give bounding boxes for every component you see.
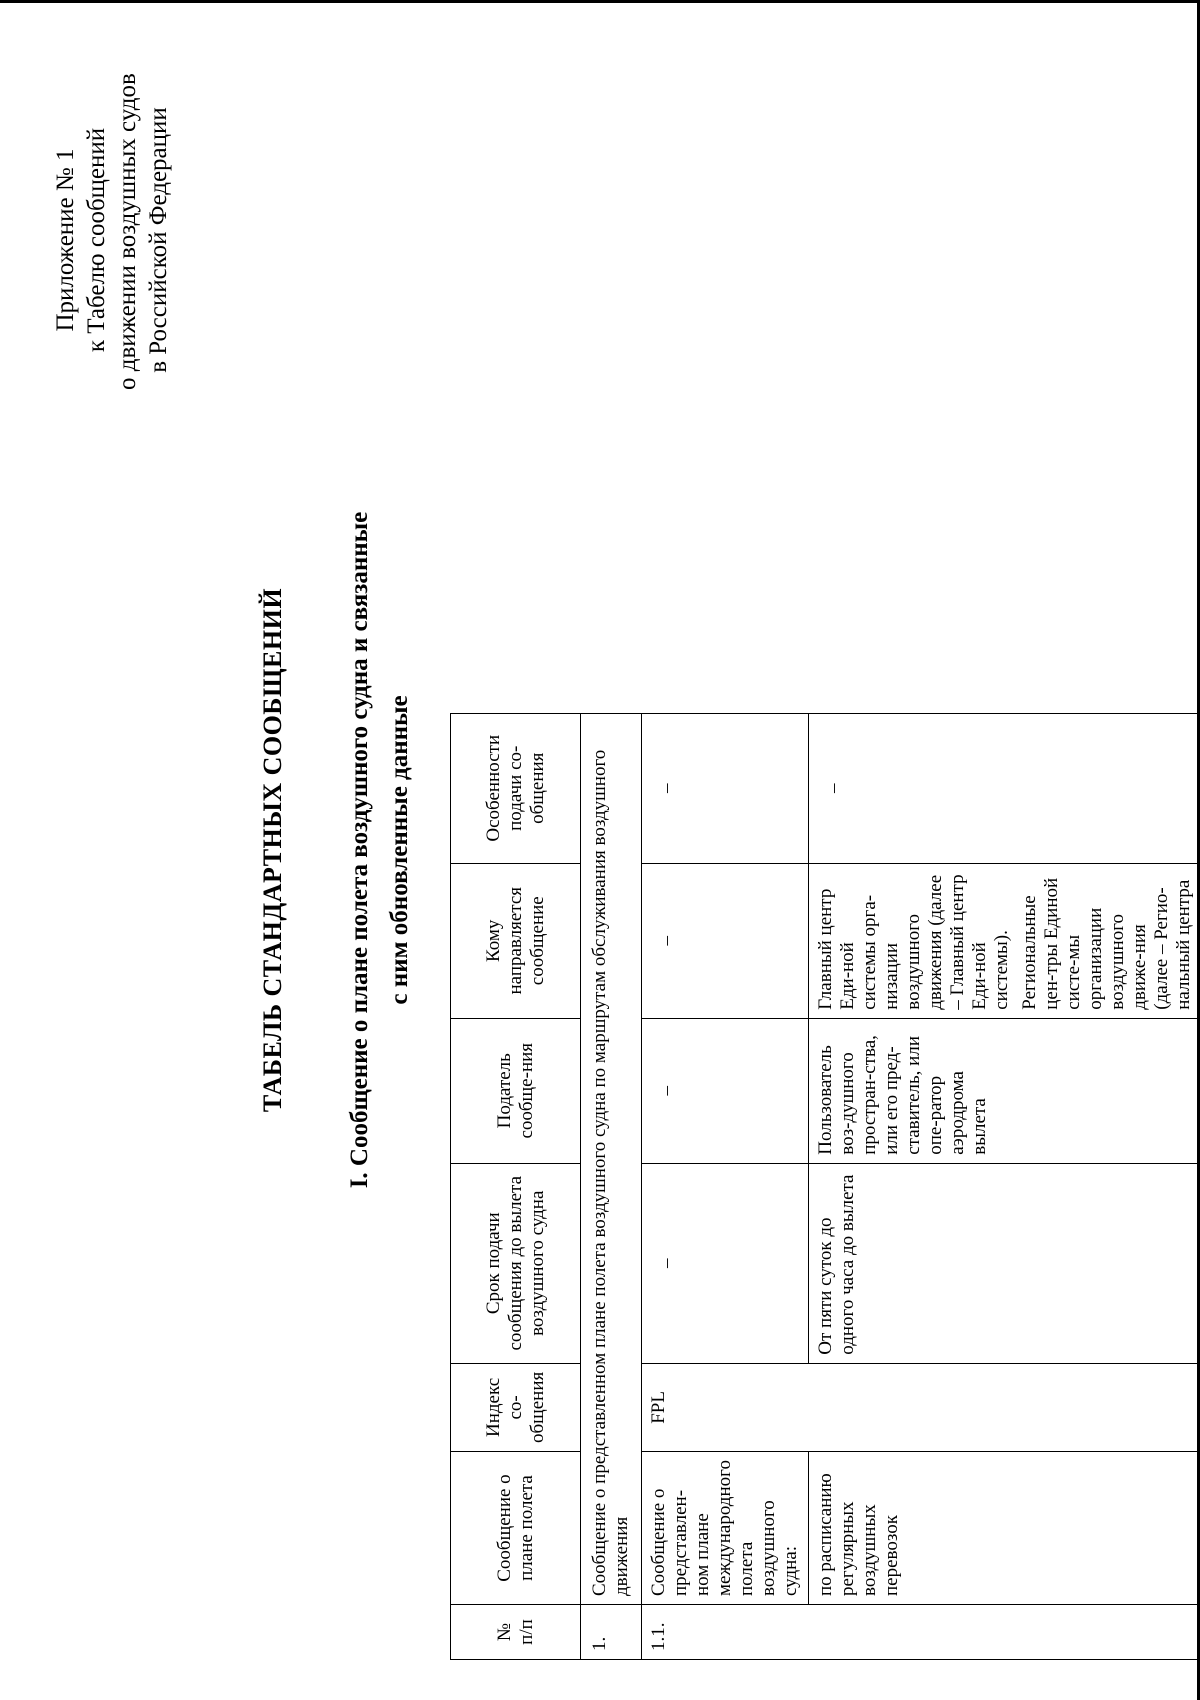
row11-recipient: – — [642, 863, 809, 1018]
section-title-line-1: I. Сообщение о плане полета воздушного судна и связанные — [346, 511, 373, 1189]
table-row — [809, 713, 1200, 1659]
row11a-message: по расписанию регулярных воздушных перевозок — [809, 1452, 1200, 1605]
header-features: Особенности подачи со-общения — [451, 713, 581, 863]
row1-num: 1. — [581, 1605, 642, 1660]
header-recipient: Кому направляется сообщение — [451, 863, 581, 1018]
appendix-line-4: в Российской Федерации — [145, 107, 172, 373]
document-title: ТАБЕЛЬ СТАНДАРТНЫХ СООБЩЕНИЙ — [258, 587, 287, 1113]
row11-index: FPL — [642, 1363, 1200, 1451]
header-message: Сообщение о плане полета — [451, 1452, 581, 1605]
table-header-row — [451, 713, 581, 1659]
row11-message: Сообщение о представлен-ном плане международного полета воздушного судна: — [642, 1452, 809, 1605]
row11-deadline: – — [642, 1163, 809, 1363]
row11-sender: – — [642, 1018, 809, 1163]
table-row — [581, 713, 642, 1659]
row11a-sender: Пользователь воз-душного простран-ства, или его пред-ставитель, или опе-ратор аэродрома вылета — [809, 1018, 1200, 1163]
section-title — [340, 250, 420, 1450]
appendix-line-3: о движении воздушных судов — [114, 73, 141, 390]
section-title-line-2: с ним обновленные данные — [386, 695, 413, 1005]
row11a-recipient-p2: Региональные цен-тры Единой систе-мы организации воздушного движе-ния (далее – Регио-нальный центра — [1019, 877, 1194, 1010]
header-sender: Податель сообще-ния — [451, 1018, 581, 1163]
messages-table — [450, 713, 1200, 1660]
header-deadline: Срок подачи сообщения до вылета воздушного судна — [451, 1163, 581, 1363]
appendix-line-1: Приложение № 1 — [52, 148, 79, 332]
header-index: Индекс со-общения — [451, 1363, 581, 1451]
appendix-line-2: к Табелю сообщений — [83, 127, 110, 353]
table-row — [642, 713, 809, 1659]
header-num: № п/п — [451, 1605, 581, 1660]
row11a-features: – — [809, 713, 1200, 863]
appendix-header — [50, 73, 174, 390]
row11a-recipient-p1: Главный центр Еди-ной системы орга-низации воздушного движения (далее – Главный центр Еди-ной системы). — [815, 874, 1012, 1010]
row11-num: 1.1. — [642, 1605, 1200, 1660]
row11a-recipient — [809, 863, 1200, 1018]
row11a-deadline: От пяти суток до одного часа до вылета — [809, 1163, 1200, 1363]
row11-features: – — [642, 713, 809, 863]
row1-text: Сообщение о представленном плане полета воздушного судна по маршрутам обслуживания воздушного движения — [581, 713, 642, 1604]
